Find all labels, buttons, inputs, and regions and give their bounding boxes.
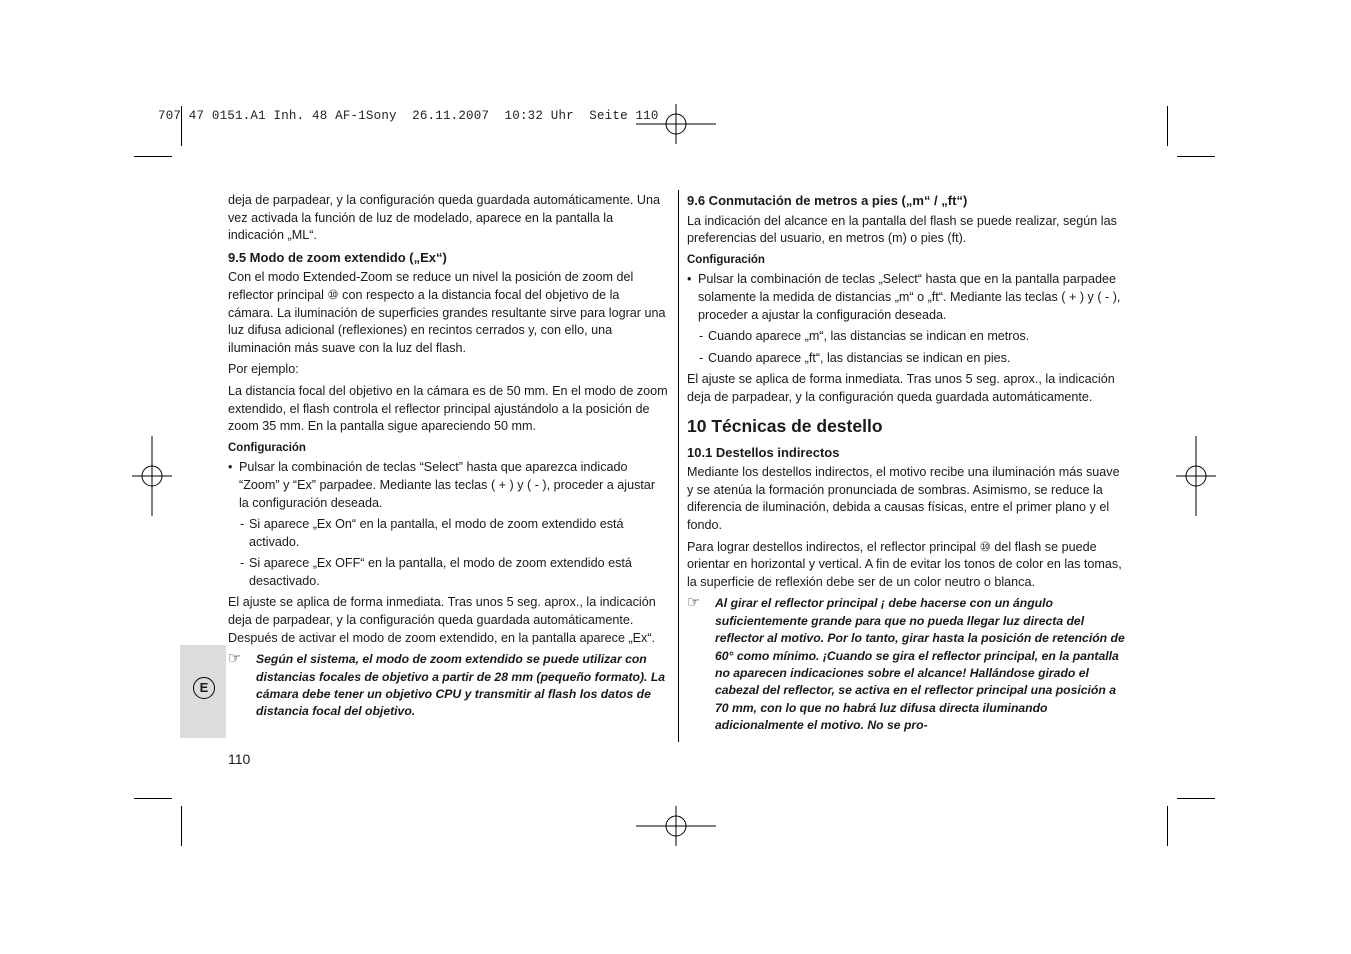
list-item-text: Cuando aparece „ft“, las distancias se indican en pies. (708, 350, 1011, 365)
crop-mark (181, 806, 182, 846)
list-item (687, 350, 1129, 368)
pointing-hand-icon: ☞ (687, 594, 701, 612)
list-item (228, 459, 668, 512)
paragraph: Con el modo Extended-Zoom se reduce un nivel la posición de zoom del reflector principal ⑩ con respecto a la distancia focal del objetivo de la cámara. La iluminación de superficies grandes resultante sirve para lograr una luz difusa adicional (reflexiones) en recintos cerrados y, con ello, una iluminación más suave con la luz del flash. (228, 270, 666, 355)
paragraph: Por ejemplo: (228, 362, 299, 377)
crop-mark (134, 156, 172, 157)
dash-mark: - (699, 350, 704, 365)
list-item (687, 271, 1129, 324)
list-item-text: Pulsar la combinación de teclas „Select“ hasta que en la pantalla parpadee solamente la medida de distancias „m“ o „ft“. Mediante las teclas ( + ) y ( - ), proceder a ajustar la configuración deseada. (698, 272, 1121, 322)
crop-mark (134, 798, 172, 799)
crop-mark (1167, 806, 1168, 846)
paragraph: La distancia focal del objetivo en la cámara es de 50 mm. En el modo de zoom extendido, el flash controla el reflector principal ajustándolo a la posición de zoom 35 mm. En la pantalla sigue apareciendo 50 mm. (228, 383, 668, 434)
pointing-hand-icon: ☞ (228, 650, 242, 668)
list-item-text: Cuando aparece „m“, las distancias se indican en metros. (708, 329, 1030, 344)
paragraph: La indicación del alcance en la pantalla del flash se puede realizar, según las preferencias del usuario, en metros (m) o pies (ft). (687, 213, 1117, 246)
list-item-text: Si aparece „Ex OFF“ en la pantalla, el modo de zoom extendido está desactivado. (249, 556, 632, 588)
note (228, 651, 668, 721)
dash-mark: - (699, 329, 704, 344)
registration-mark-bottom (636, 806, 716, 846)
crop-mark (1177, 156, 1215, 157)
note-text: Según el sistema, el modo de zoom extendido se puede utilizar con distancias focales de objetivo a partir de 28 mm (pequeño formato). La cámara debe tener un objetivo CPU y transmitir al flash los datos de distancia focal del objetivo. (256, 652, 666, 719)
section-heading-10-1: 10.1 Destellos indirectos (687, 444, 840, 460)
section-heading-9-5: 9.5 Modo de zoom extendido („Ex“) (228, 249, 447, 265)
crop-mark (1177, 798, 1215, 799)
page-number: 110 (228, 751, 251, 767)
crop-mark (1167, 106, 1168, 146)
print-slug: 707 47 0151.A1 Inh. 48 AF-1Sony 26.11.2007 10:32 Uhr Seite 110 (158, 109, 659, 123)
list-item-text: Si aparece „Ex On“ en la pantalla, el modo de zoom extendido está activado. (249, 517, 624, 549)
list-item (687, 328, 1129, 346)
config-label: Configuración (687, 253, 765, 266)
list-item-text: Pulsar la combinación de teclas “Select” hasta que aparezca indicado “Zoom” y “Ex” parpadee. Mediante las teclas ( + ) y ( - ), proceder a ajustar la configuración deseada. (239, 460, 656, 510)
note (687, 595, 1129, 734)
left-column (228, 192, 668, 725)
bullet-mark: • (687, 272, 692, 287)
dash-mark: - (240, 517, 245, 532)
list-item (228, 555, 668, 590)
paragraph: Mediante los destellos indirectos, el motivo recibe una iluminación más suave y se atenúa la formación pronunciada de sombras. Asimismo, se reduce la diferencia de iluminación, debida a causas físicas, entre el primer plano y el fondo. (687, 465, 1120, 532)
right-column (687, 192, 1129, 739)
language-tab-label: E (193, 677, 215, 699)
list-item (228, 516, 668, 551)
bullet-mark: • (228, 460, 233, 475)
paragraph: deja de parpadear, y la configuración queda guardada automáticamente. Una vez activada la función de luz de modelado, aparece en la pantalla la indicación „ML“. (228, 193, 660, 243)
chapter-heading-10: 10 Técnicas de destello (687, 415, 883, 436)
paragraph: El ajuste se aplica de forma inmediata. Tras unos 5 seg. aprox., la indicación deja de parpadear, y la configuración queda guardada automáticamente. Después de activar el modo de zoom extendido, en la pantalla aparece „Ex“. (228, 595, 656, 645)
section-heading-9-6: 9.6 Conmutación de metros a pies („m“ / „ft“) (687, 193, 968, 208)
registration-mark-left (132, 436, 172, 516)
paragraph: Para lograr destellos indirectos, el reflector principal ⑩ del flash se puede orientar en horizontal y vertical. A fin de evitar los tonos de color en las tomas, la superficie de reflexión debe ser de un color neutro o blanca. (687, 539, 1122, 589)
config-label: Configuración (228, 441, 306, 454)
paragraph: El ajuste se aplica de forma inmediata. Tras unos 5 seg. aprox., la indicación deja de parpadear, y la configuración queda guardada automáticamente. (687, 372, 1115, 404)
note-text: Al girar el reflector principal ¡ debe hacerse con un ángulo suficientemente grande para que no pueda llegar luz directa del reflector al motivo. Por lo tanto, girar hasta la posición de retención de 60° como mínimo. ¡Cuando se gira el reflector principal, en la pantalla no aparecen indicaciones sobre el alcance! Hallándose girado el cabezal del reflector, se activa en el reflector principal una posición a 70 mm, con lo que no habrá luz difusa directa iluminando adicionalmente el motivo. No se pro- (715, 596, 1125, 733)
column-divider (678, 190, 679, 742)
registration-mark-right (1176, 436, 1216, 516)
dash-mark: - (240, 556, 245, 571)
